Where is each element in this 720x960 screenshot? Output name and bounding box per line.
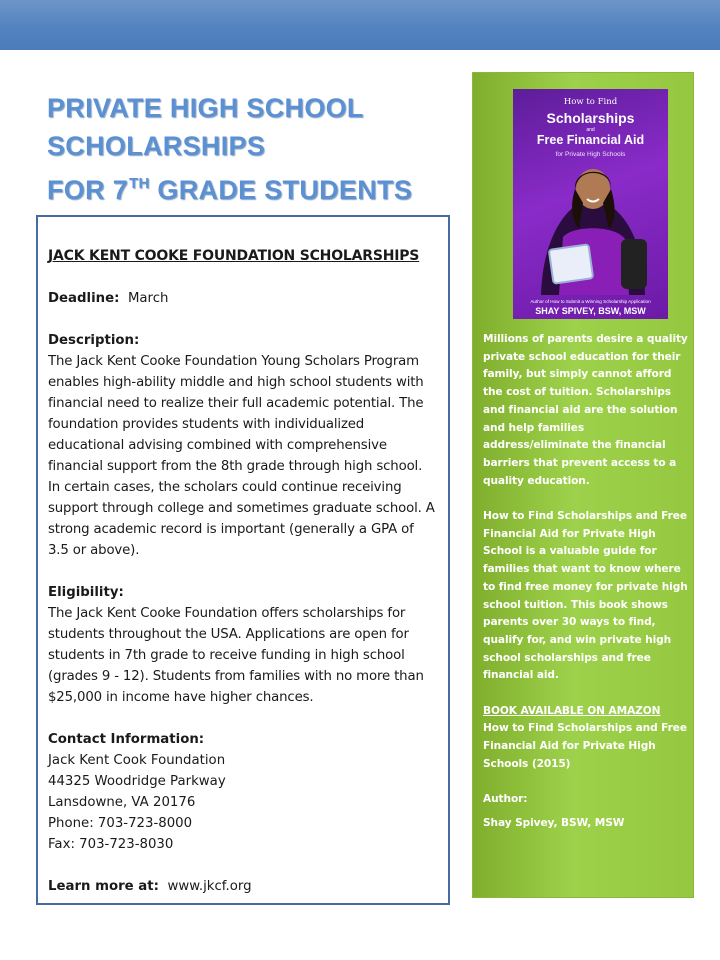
sidebar-paragraph-2: How to Find Scholarships and Free Financial Aid for Private High School is a valuable guide for families that want to know where to find free money for private high school tuition. This book shows parents over 30 ways to find, qualify for, and win private high school scholarships and free financial aid. [483, 510, 688, 682]
learn-more-label: Learn more at: [48, 879, 159, 894]
scholarship-details-box [36, 215, 450, 905]
author-name: Shay Spivey, BSW, MSW [483, 816, 625, 829]
description-label: Description: [48, 333, 140, 348]
contact-line: Phone: 703-723-8000 [48, 816, 193, 831]
book-title-line-1: How to Find [563, 97, 618, 107]
book-sidebar [472, 72, 694, 898]
description-text: The Jack Kent Cooke Foundation Young Scholars Program enables high-ability middle and high school students with financial need to realize their full academic potential. The foundation provides students with individualized educational advising combined with comprehensive financial support from the 8th grade through high school. In certain cases, the scholars could continue receiving support through college and sometimes graduate school. A strong academic record is important (generally a GPA of 3.5 or above). [48, 354, 435, 558]
student-photo [533, 159, 653, 295]
contact-line: Fax: 703-723-8030 [48, 837, 174, 852]
contact-line: 44325 Woodridge Parkway [48, 774, 226, 789]
learn-more-row [48, 876, 438, 897]
title-line-1: PRIVATE HIGH SCHOOL [47, 93, 364, 123]
author-label: Author: [483, 793, 528, 806]
amazon-book-title: How to Find Scholarships and Free Financial Aid for Private High Schools (2015) [483, 722, 687, 770]
book-title-line-5: for Private High Schools [555, 151, 626, 158]
title-line-2: SCHOLARSHIPS [47, 131, 266, 161]
eligibility-label: Eligibility: [48, 585, 124, 600]
sidebar-text [483, 331, 688, 833]
deadline-label: Deadline: [48, 291, 120, 306]
book-author-subtitle: Author of How to Submit a Winning Scholarship Application [530, 299, 651, 304]
contact-line: Jack Kent Cook Foundation [48, 753, 226, 768]
contact-label: Contact Information: [48, 732, 205, 747]
page-title [47, 89, 457, 209]
eligibility-text: The Jack Kent Cooke Foundation offers scholarships for students throughout the USA. Applications are open for students in 7th grade to receive funding in high school (grades 9 - 12). Students from families with no more than $25,000 in income have higher chances. [48, 606, 424, 705]
title-superscript: TH [129, 175, 150, 192]
title-line-3-post: GRADE STUDENTS [149, 175, 413, 205]
title-line-3-pre: FOR 7 [47, 175, 129, 205]
title-line-3 [47, 165, 457, 209]
contact-line: Lansdowne, VA 20176 [48, 795, 196, 810]
header-band [0, 0, 720, 50]
book-author: SHAY SPIVEY, BSW, MSW [535, 306, 646, 316]
deadline-row [48, 288, 438, 309]
scholarship-heading: JACK KENT COOKE FOUNDATION SCHOLARSHIPS [48, 248, 420, 264]
learn-more-link[interactable]: www.jkcf.org [167, 879, 252, 894]
deadline-value: March [127, 291, 169, 306]
book-title-line-3: and [586, 127, 595, 133]
amazon-link[interactable]: BOOK AVAILABLE ON AMAZON [483, 704, 661, 717]
sidebar-paragraph-1: Millions of parents desire a quality private school education for their family, but simply cannot afford the cost of tuition. Scholarships and financial aid are the solution and help families address/eliminate the financial barriers that prevent access to a quality education. [483, 333, 688, 487]
book-title-line-2: Scholarships [546, 110, 635, 126]
book-title-line-4: Free Financial Aid [536, 133, 645, 147]
book-cover [513, 89, 668, 319]
